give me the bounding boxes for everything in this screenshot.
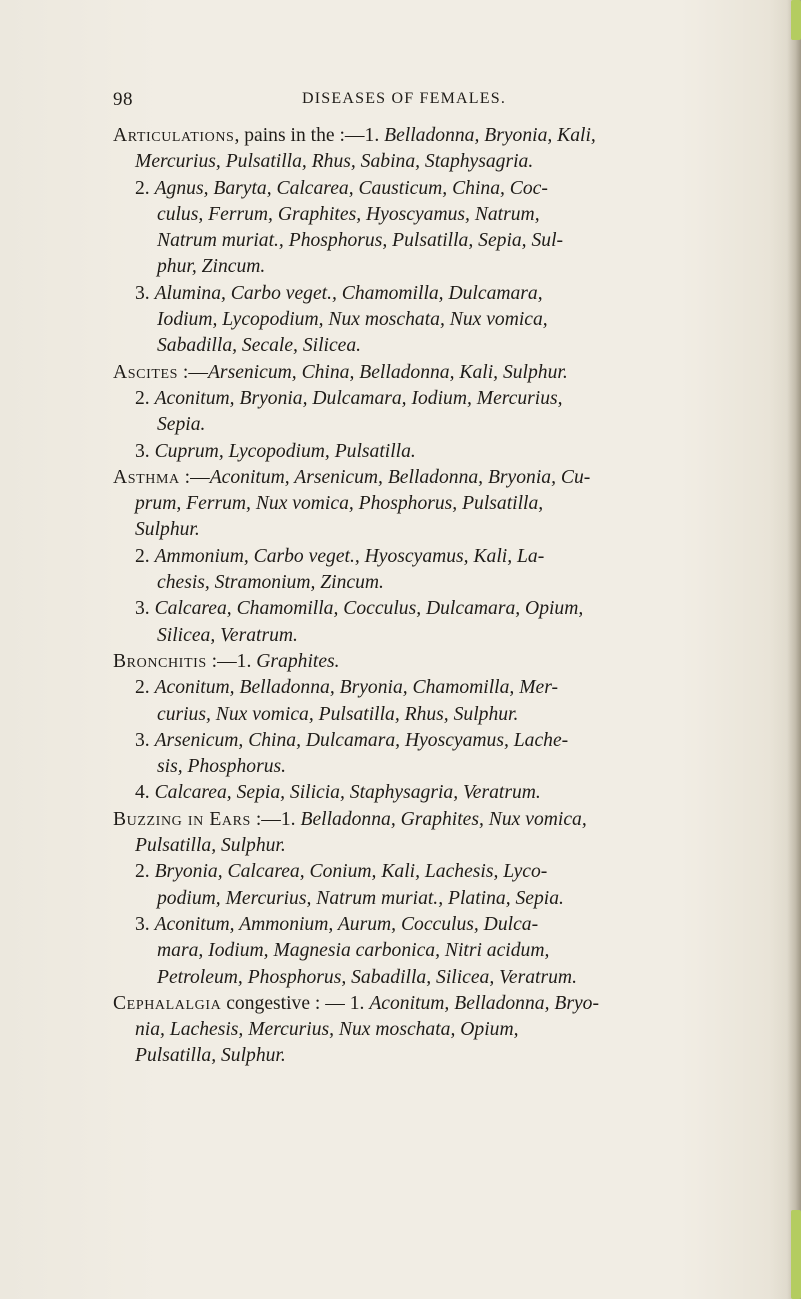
remedy-list: podium, Mercurius, Natrum muriat., Platina, Sepia.: [157, 887, 564, 909]
entry-intro: :—: [178, 361, 208, 383]
remedy-list: sis, Phosphorus.: [157, 756, 287, 778]
remedy-list: Alumina, Carbo veget., Chamomilla, Dulcamara,: [154, 282, 543, 304]
index-entry: [113, 807, 713, 991]
remedy-grade-group: [113, 728, 713, 781]
remedy-grade-group: [113, 675, 713, 728]
remedy-list: Petroleum, Phosphorus, Sabadilla, Silicea, Veratrum.: [157, 966, 577, 988]
remedy-grade-line: [135, 307, 713, 333]
remedy-list: Aconitum, Belladonna, Bryo-: [369, 992, 599, 1014]
remedy-grade-line: [135, 254, 713, 280]
grade-number: 2.: [135, 545, 155, 567]
remedy-list: Aconitum, Belladonna, Bryonia, Chamomilla, Mer-: [154, 677, 558, 699]
entry-heading: Articulations: [113, 125, 235, 146]
remedy-grade-line: [135, 386, 713, 412]
entry-first-line: [113, 465, 713, 491]
remedy-list: Graphites.: [256, 650, 340, 672]
entry-first-line: [113, 807, 713, 833]
index-entry: [113, 649, 713, 807]
entry-intro: :—: [179, 466, 210, 488]
remedy-list: Aconitum, Ammonium, Aurum, Cocculus, Dulca-: [154, 913, 539, 935]
remedy-grade-line: [135, 333, 713, 359]
entry-heading: Cephalalgia: [113, 992, 222, 1014]
remedy-grade-line: [135, 281, 713, 307]
remedy-list: Natrum muriat., Phosphorus, Pulsatilla, Sepia, Sul-: [157, 230, 564, 252]
page-number: 98: [113, 89, 133, 110]
remedy-grade-line: [135, 228, 713, 254]
entry-heading: Bronchitis: [113, 650, 207, 672]
remedy-grade-line: [135, 544, 713, 570]
index-entry: [113, 123, 713, 360]
entry-intro: :—1.: [206, 650, 257, 672]
remedy-list: Agnus, Baryta, Calcarea, Causticum, China, Coc-: [154, 177, 548, 199]
grade-number: 3.: [135, 282, 155, 304]
remedy-list-continuation: [113, 833, 713, 859]
page-edge-mark: [791, 1210, 801, 1299]
remedy-grade-line: [135, 859, 713, 885]
remedy-list: mara, Iodium, Magnesia carbonica, Nitri acidum,: [157, 940, 550, 962]
remedy-list: Mercurius, Pulsatilla, Rhus, Sabina, Staphysagria.: [135, 151, 534, 173]
grade-number: 2.: [135, 387, 155, 409]
grade-number: 2.: [135, 677, 155, 699]
remedy-grade-group: [113, 780, 713, 806]
remedy-list: Arsenicum, China, Dulcamara, Hyoscyamus, Lache-: [154, 729, 569, 751]
remedy-grade-line: [135, 754, 713, 780]
remedy-list-continuation: [113, 517, 713, 543]
remedy-list: Bryonia, Calcarea, Conium, Kali, Lachesis, Lyco-: [154, 861, 548, 883]
remedy-list: Pulsatilla, Sulphur.: [135, 1045, 286, 1067]
remedy-grade-line: [135, 623, 713, 649]
remedy-grade-line: [135, 570, 713, 596]
remedy-list: Ammonium, Carbo veget., Hyoscyamus, Kali, La-: [154, 545, 545, 567]
remedy-grade-line: [135, 912, 713, 938]
remedy-list: Sabadilla, Secale, Silicea.: [157, 335, 362, 357]
entry-intro: , pains in the :—1.: [234, 125, 385, 146]
grade-number: 3.: [135, 729, 155, 751]
grade-number: 2.: [135, 861, 155, 883]
grade-number: 4.: [135, 782, 155, 804]
remedy-grade-line: [135, 886, 713, 912]
remedy-list: nia, Lachesis, Mercurius, Nux moschata, Opium,: [135, 1019, 519, 1041]
grade-number: 3.: [135, 913, 155, 935]
remedy-grade-group: [113, 281, 713, 360]
index-entry: [113, 360, 713, 465]
page-header: [113, 89, 695, 111]
remedy-grade-line: [135, 675, 713, 701]
remedy-grade-line: [135, 176, 713, 202]
entry-first-line: [113, 360, 713, 386]
remedy-grade-line: [135, 439, 713, 465]
remedy-grade-line: [135, 780, 713, 806]
entry-heading: Asthma: [113, 466, 180, 488]
remedy-list: chesis, Stramonium, Zincum.: [157, 572, 384, 594]
remedy-list: phur, Zincum.: [157, 256, 266, 278]
remedy-list: culus, Ferrum, Graphites, Hyoscyamus, Natrum,: [157, 203, 540, 225]
remedy-list-continuation: [113, 1043, 713, 1069]
index-entry: [113, 465, 713, 649]
remedy-list: Aconitum, Arsenicum, Belladonna, Bryonia, Cu-: [209, 466, 591, 488]
remedy-list: Aconitum, Bryonia, Dulcamara, Iodium, Mercurius,: [154, 387, 563, 409]
remedy-grade-line: [135, 965, 713, 991]
grade-number: 3.: [135, 598, 155, 620]
grade-number: 2.: [135, 177, 155, 199]
remedy-list-continuation: [113, 149, 713, 175]
entry-heading: Ascites: [113, 361, 179, 383]
remedy-list: Belladonna, Bryonia, Kali,: [384, 125, 596, 146]
entry-intro: :—1.: [250, 808, 301, 830]
remedy-grade-line: [135, 702, 713, 728]
running-head: DISEASES OF FEMALES.: [301, 90, 507, 107]
remedy-grade-line: [135, 938, 713, 964]
remedy-grade-line: [135, 202, 713, 228]
entry-intro: congestive : — 1.: [221, 992, 370, 1014]
remedy-grade-line: [135, 728, 713, 754]
remedy-grade-group: [113, 596, 713, 649]
entry-heading: Buzzing in Ears: [113, 808, 251, 830]
remedy-list: Belladonna, Graphites, Nux vomica,: [300, 808, 587, 830]
remedy-list: Arsenicum, China, Belladonna, Kali, Sulphur.: [207, 361, 568, 383]
remedy-list-continuation: [113, 491, 713, 517]
entry-first-line: [113, 649, 713, 675]
page-edge-shadow: [787, 0, 801, 1299]
grade-number: 3.: [135, 440, 155, 462]
remedy-grade-line: [135, 412, 713, 438]
remedy-grade-group: [113, 176, 713, 281]
remedy-list-continuation: [113, 1017, 713, 1043]
remedy-grade-group: [113, 912, 713, 991]
remedy-list: Calcarea, Sepia, Silicia, Staphysagria, Veratrum.: [154, 782, 541, 804]
index-text: [113, 123, 713, 1070]
remedy-list: Calcarea, Chamomilla, Cocculus, Dulcamara, Opium,: [154, 598, 584, 620]
remedy-grade-line: [135, 596, 713, 622]
remedy-list: prum, Ferrum, Nux vomica, Phosphorus, Pulsatilla,: [135, 493, 544, 515]
remedy-grade-group: [113, 544, 713, 597]
remedy-grade-group: [113, 859, 713, 912]
remedy-grade-group: [113, 386, 713, 439]
remedy-list: Silicea, Veratrum.: [157, 624, 298, 646]
remedy-list: Cuprum, Lycopodium, Pulsatilla.: [154, 440, 416, 462]
page-edge-mark: [791, 0, 801, 40]
index-entry: [113, 991, 713, 1070]
remedy-grade-group: [113, 439, 713, 465]
remedy-list: Sulphur.: [135, 519, 200, 541]
remedy-list: curius, Nux vomica, Pulsatilla, Rhus, Sulphur.: [157, 703, 519, 725]
remedy-list: Sepia.: [157, 414, 206, 436]
entry-first-line: [113, 123, 713, 149]
remedy-list: Pulsatilla, Sulphur.: [135, 835, 286, 857]
remedy-list: Iodium, Lycopodium, Nux moschata, Nux vomica,: [157, 309, 548, 331]
entry-first-line: [113, 991, 713, 1017]
